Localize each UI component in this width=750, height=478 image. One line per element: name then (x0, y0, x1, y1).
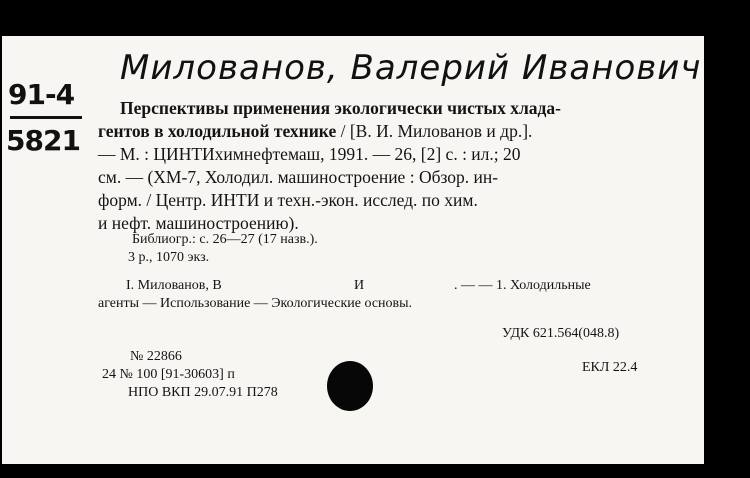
catalog-card (2, 36, 704, 464)
title-line-6: и нефт. машиностроению). (98, 213, 299, 233)
tracing-subject-2: агенты — Использование — Экологические основы. (98, 296, 413, 311)
shelf-mark-top: 91-4 (8, 78, 75, 111)
publisher-line: НПО ВКП 29.07.91 П278 (128, 385, 278, 400)
order-line: 24 № 100 [91-30603] п (102, 367, 235, 382)
tracing-initial: И (354, 278, 365, 293)
shelf-mark-bottom: 5821 (6, 124, 80, 157)
title-line-2 (98, 121, 532, 142)
title-line-4: см. — (ХМ-7, Холодил. машиностроение : Обзор. ин- (98, 167, 499, 187)
handwritten-author: Милованов, Валерий Иванович (120, 48, 702, 88)
ekl-code: ЕКЛ 22.4 (582, 360, 638, 375)
shelf-mark-underline (10, 116, 82, 119)
title-line-5: форм. / Центр. ИНТИ и техн.-экон. исслед. по хим. (98, 190, 478, 210)
bibliography-note: Библиогр.: с. 26—27 (17 назв.). (132, 232, 318, 247)
tracing-subject-1: . — — 1. Холодильные (454, 278, 591, 293)
ink-blot (327, 361, 373, 411)
title-line-2-bold: гентов в холодильной технике (98, 121, 337, 141)
title-line-1: Перспективы применения экологически чистых хлада- (120, 98, 561, 118)
record-number: № 22866 (130, 349, 182, 364)
title-line-2-rest: / [В. И. Милованов и др.]. (336, 121, 533, 141)
tracing-author: I. Милованов, В (126, 278, 222, 293)
udk-code: УДК 621.564(048.8) (502, 326, 620, 341)
title-line-3: — М. : ЦИНТИхимнефтемаш, 1991. — 26, [2] с. : ил.; 20 (98, 144, 521, 164)
price-print-run: 3 р., 1070 экз. (128, 250, 210, 265)
